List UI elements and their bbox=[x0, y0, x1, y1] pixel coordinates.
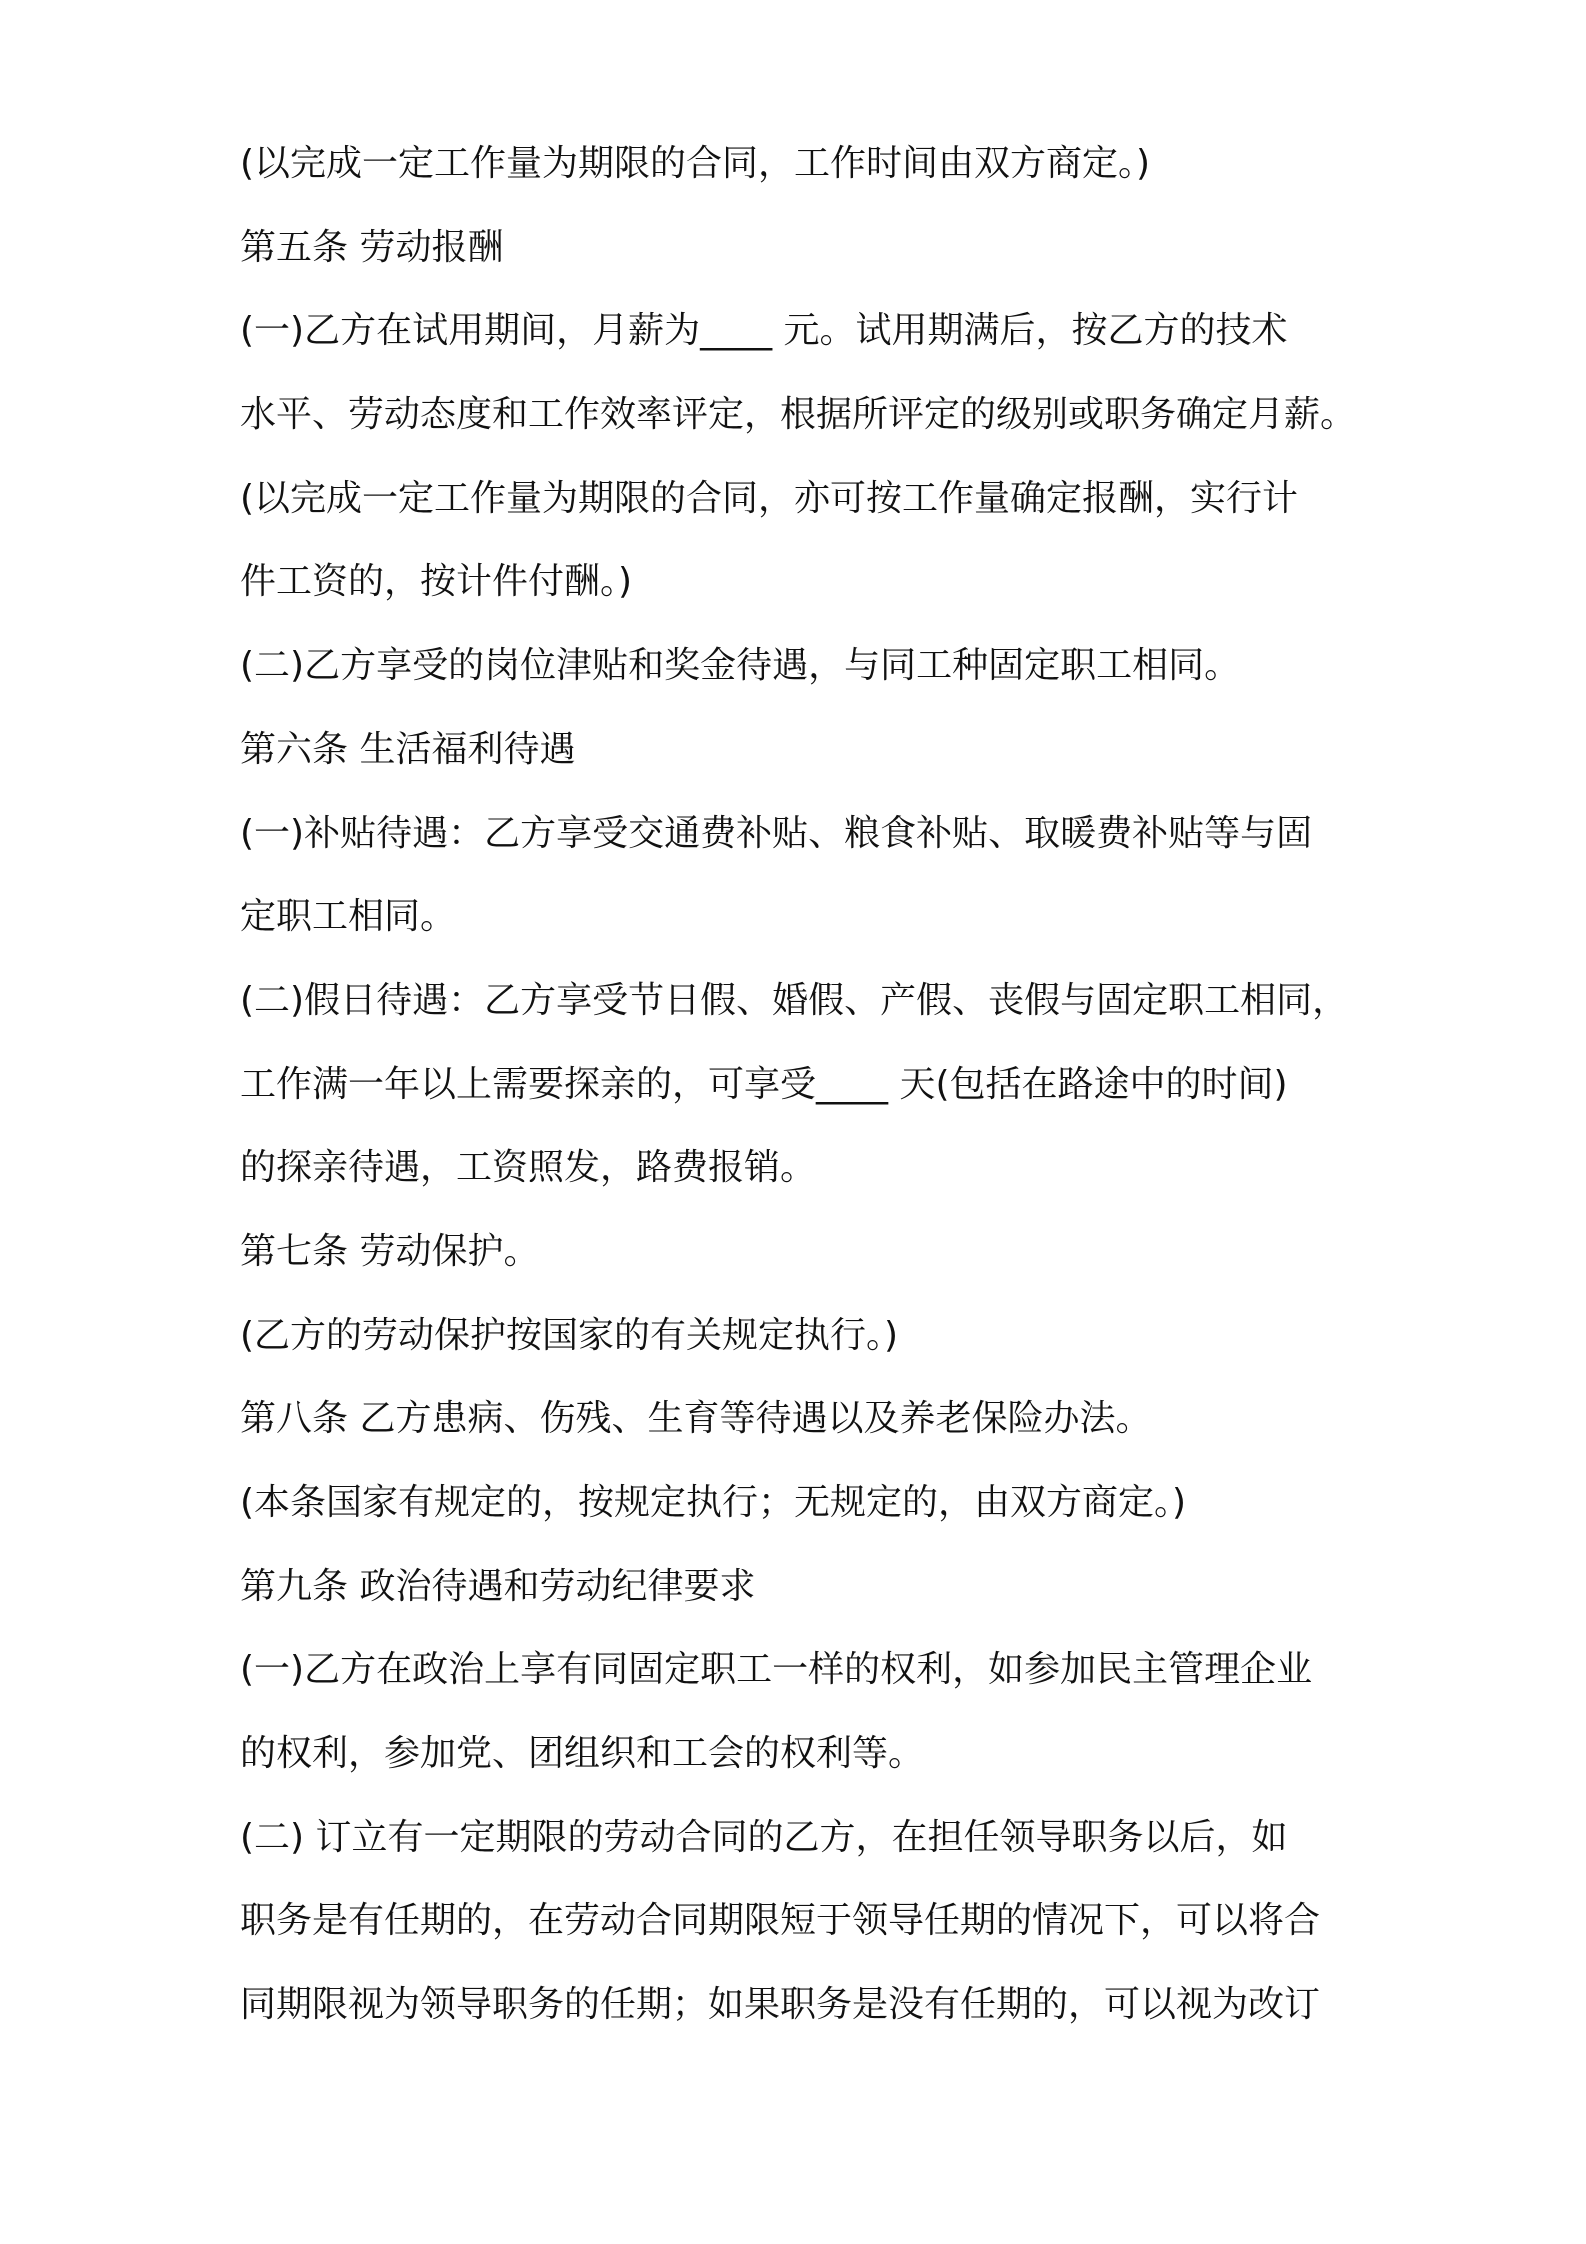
contract-text-body bbox=[240, 122, 1360, 2047]
text-line: (二)假日待遇：乙方享受节日假、婚假、产假、丧假与固定职工相同， bbox=[240, 979, 1349, 1021]
text-line: (以完成一定工作量为期限的合同，亦可按工作量确定报酬，实行计 bbox=[240, 477, 1299, 519]
article-heading: 第五条 劳动报酬 bbox=[240, 226, 504, 268]
text-line: (乙方的劳动保护按国家的有关规定执行。) bbox=[240, 1314, 899, 1356]
text-line: (一)乙方在政治上享有同固定职工一样的权利，如参加民主管理企业 bbox=[240, 1649, 1313, 1691]
text-line: 工作满一年以上需要探亲的，可享受____ 天(包括在路途中的时间) bbox=[240, 1063, 1288, 1105]
text-line: (二)乙方享受的岗位津贴和奖金待遇，与同工种固定职工相同。 bbox=[240, 645, 1241, 687]
text-line: 件工资的，按计件付酬。) bbox=[240, 561, 633, 603]
text-line: 定职工相同。 bbox=[240, 896, 457, 938]
article-heading: 第七条 劳动保护。 bbox=[240, 1230, 540, 1272]
text-line: 的权利，参加党、团组织和工会的权利等。 bbox=[240, 1733, 925, 1775]
text-line: (本条国家有规定的，按规定执行；无规定的，由双方商定。) bbox=[240, 1482, 1187, 1523]
article-heading: 第八条 乙方患病、伤残、生育等待遇以及养老保险办法。 bbox=[240, 1398, 1152, 1440]
text-line: 职务是有任期的，在劳动合同期限短于领导任期的情况下，可以将合 bbox=[240, 1900, 1321, 1942]
text-line: (一)补贴待遇：乙方享受交通费补贴、粮食补贴、取暖费补贴等与固 bbox=[240, 812, 1313, 854]
text-line: (一)乙方在试用期间，月薪为____ 元。试用期满后，按乙方的技术 bbox=[240, 310, 1288, 352]
text-line: (以完成一定工作量为期限的合同，工作时间由双方商定。) bbox=[240, 143, 1151, 184]
article-heading: 第六条 生活福利待遇 bbox=[240, 728, 576, 770]
text-line: 的探亲待遇，工资照发，路费报销。 bbox=[240, 1147, 817, 1189]
article-heading: 第九条 政治待遇和劳动纪律要求 bbox=[240, 1565, 756, 1607]
text-line: (二) 订立有一定期限的劳动合同的乙方，在担任领导职务以后，如 bbox=[240, 1816, 1288, 1858]
text-line: 水平、劳动态度和工作效率评定，根据所评定的级别或职务确定月薪。 bbox=[240, 394, 1357, 436]
text-line: 同期限视为领导职务的任期；如果职务是没有任期的，可以视为改订 bbox=[240, 1984, 1321, 2026]
